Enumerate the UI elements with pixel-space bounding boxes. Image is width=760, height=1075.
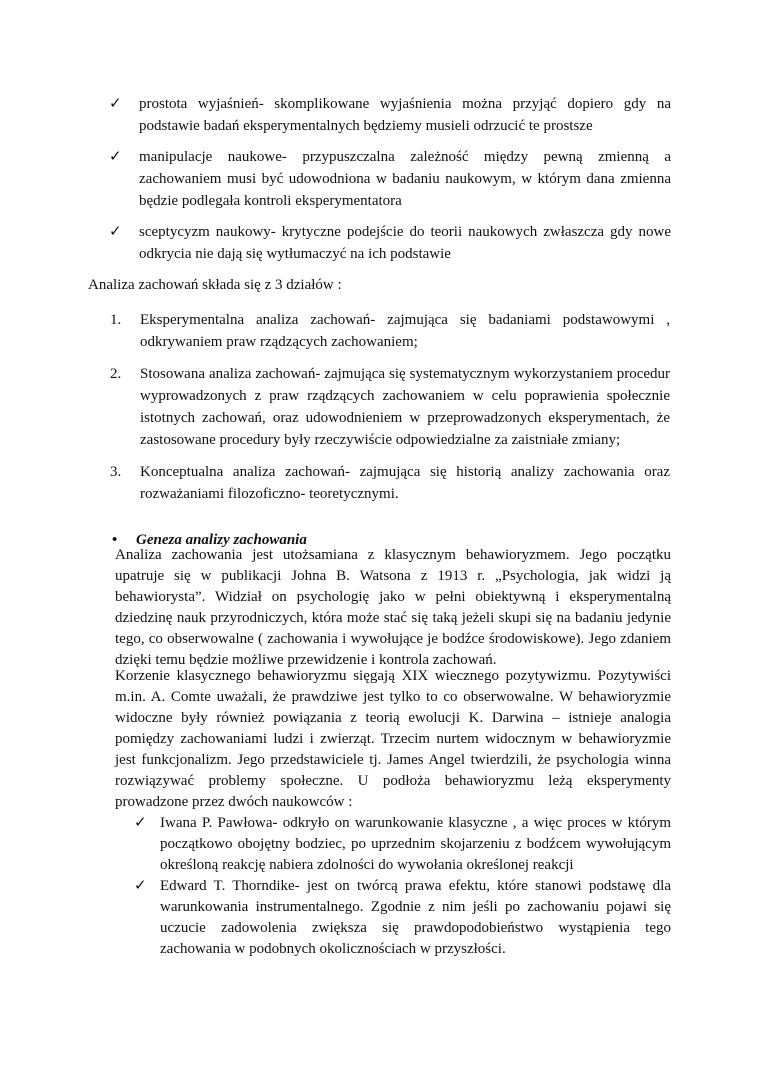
principles-checklist bbox=[109, 93, 671, 274]
divisions-numbered-list bbox=[110, 309, 670, 515]
list-item bbox=[110, 309, 670, 353]
paragraph: Analiza zachowania jest utożsamiana z klasycznym behawioryzmem. Jego początku upatruje się w publikacji Johna B. Watsona z 1913 r. „Psychologia, jak widzi ją behawiorysta”. Widział on psychologię jako w pełni obiektywną i eksperymentalną dziedzinę nauk przyrodniczych, która może stać się taką jeżeli skupi się na badaniu jedynie tego, co obserwowalne ( zachowania i wywołujące je bodźce środowiskowe). Jego zdaniem dzięki temu będzie możliwe przewidzenie i kontrola zachowań. bbox=[115, 547, 671, 668]
list-number: 3. bbox=[110, 464, 122, 480]
list-item-text: Eksperymentalna analiza zachowań- zajmująca się badaniami podstawowymi , odkrywaniem praw rządzących zachowaniem; bbox=[140, 312, 670, 350]
list-number: 1. bbox=[110, 312, 122, 328]
list-item bbox=[134, 813, 671, 876]
list-item-text: Edward T. Thorndike- jest on twórcą prawa efektu, które stanowi podstawę dla warunkowania instrumentalnego. Zgodnie z nim jeśli po zachowaniu pojawi się uczucie zadowolenia zwiększa się prawdopodobieństwo wystąpienia tego zachowania w podobnych okolicznościach w przyszłości. bbox=[160, 878, 671, 957]
checkmark-icon: ✓ bbox=[109, 149, 122, 165]
list-item bbox=[134, 876, 671, 960]
bullet-icon: • bbox=[112, 532, 118, 548]
list-item-text: Iwana P. Pawłowa- odkryło on warunkowanie klasyczne , a więc proces w którym początkowo obojętny bodziec, po uprzednim skojarzeniu z bodźcem wywołującym określoną reakcję nabiera zdolności do wywołania określonej reakcji bbox=[160, 815, 671, 873]
list-item-text: manipulacje naukowe- przypuszczalna zależność między pewną zmienną a zachowaniem musi być udowodniona w badaniu naukowym, w którym dana zmienna będzie podlegała kontroli eksperymentatora bbox=[139, 149, 671, 209]
list-item-text: Stosowana analiza zachowań- zajmująca się systematycznym wykorzystaniem procedur wyprowadzonych z praw rządzących zachowaniem w celu poprawienia społecznie istotnych zachowań, oraz udowodnieniem w przeprowadzonych eksperymentach, że zastosowane procedury były rzeczywiście odpowiedzialne za zaistniałe zmiany; bbox=[140, 366, 670, 448]
list-item-text: sceptycyzm naukowy- krytyczne podejście do teorii naukowych zwłaszcza gdy nowe odkrycia nie dają się wytłumaczyć na ich podstawie bbox=[139, 224, 671, 262]
intro-sentence: Analiza zachowań składa się z 3 działów : bbox=[88, 277, 342, 293]
checkmark-icon: ✓ bbox=[134, 878, 147, 894]
list-item-text: prostota wyjaśnień- skomplikowane wyjaśnienia można przyjąć dopiero gdy na podstawie badań eksperymentalnych będziemy musieli odrzucić te prostsze bbox=[139, 96, 671, 134]
checkmark-icon: ✓ bbox=[134, 815, 147, 831]
scientists-checklist bbox=[134, 813, 671, 960]
list-item-text: Konceptualna analiza zachowań- zajmująca się historią analizy zachowania oraz rozważaniami filozoficzno- teoretycznymi. bbox=[140, 464, 670, 502]
list-number: 2. bbox=[110, 366, 122, 382]
checkmark-icon: ✓ bbox=[109, 96, 122, 112]
paragraph: Korzenie klasycznego behawioryzmu sięgają XIX wiecznego pozytywizmu. Pozytywiści m.in. A. Comte uważali, że prawdziwe jest tylko to co obserwowalne. W behawioryzmie widoczne były również powiązania z teorią ewolucji K. Darwina – istnieje analogia pomiędzy zachowaniami ludzi i zwierząt. Trzecim nurtem widocznym w behawioryzmie jest funkcjonalizm. Jego przedstawiciele tj. James Angel twierdzili, że psychologia winna rozwiązywać problemy społeczne. U podłoża behawioryzmu leżą eksperymenty prowadzone przez dwóch naukowców : bbox=[115, 668, 671, 810]
list-item bbox=[109, 221, 671, 265]
list-item bbox=[110, 461, 670, 505]
checkmark-icon: ✓ bbox=[109, 224, 122, 240]
list-item bbox=[109, 146, 671, 212]
list-item bbox=[109, 93, 671, 137]
list-item bbox=[110, 363, 670, 451]
section-heading-text: Geneza analizy zachowania bbox=[136, 532, 307, 548]
